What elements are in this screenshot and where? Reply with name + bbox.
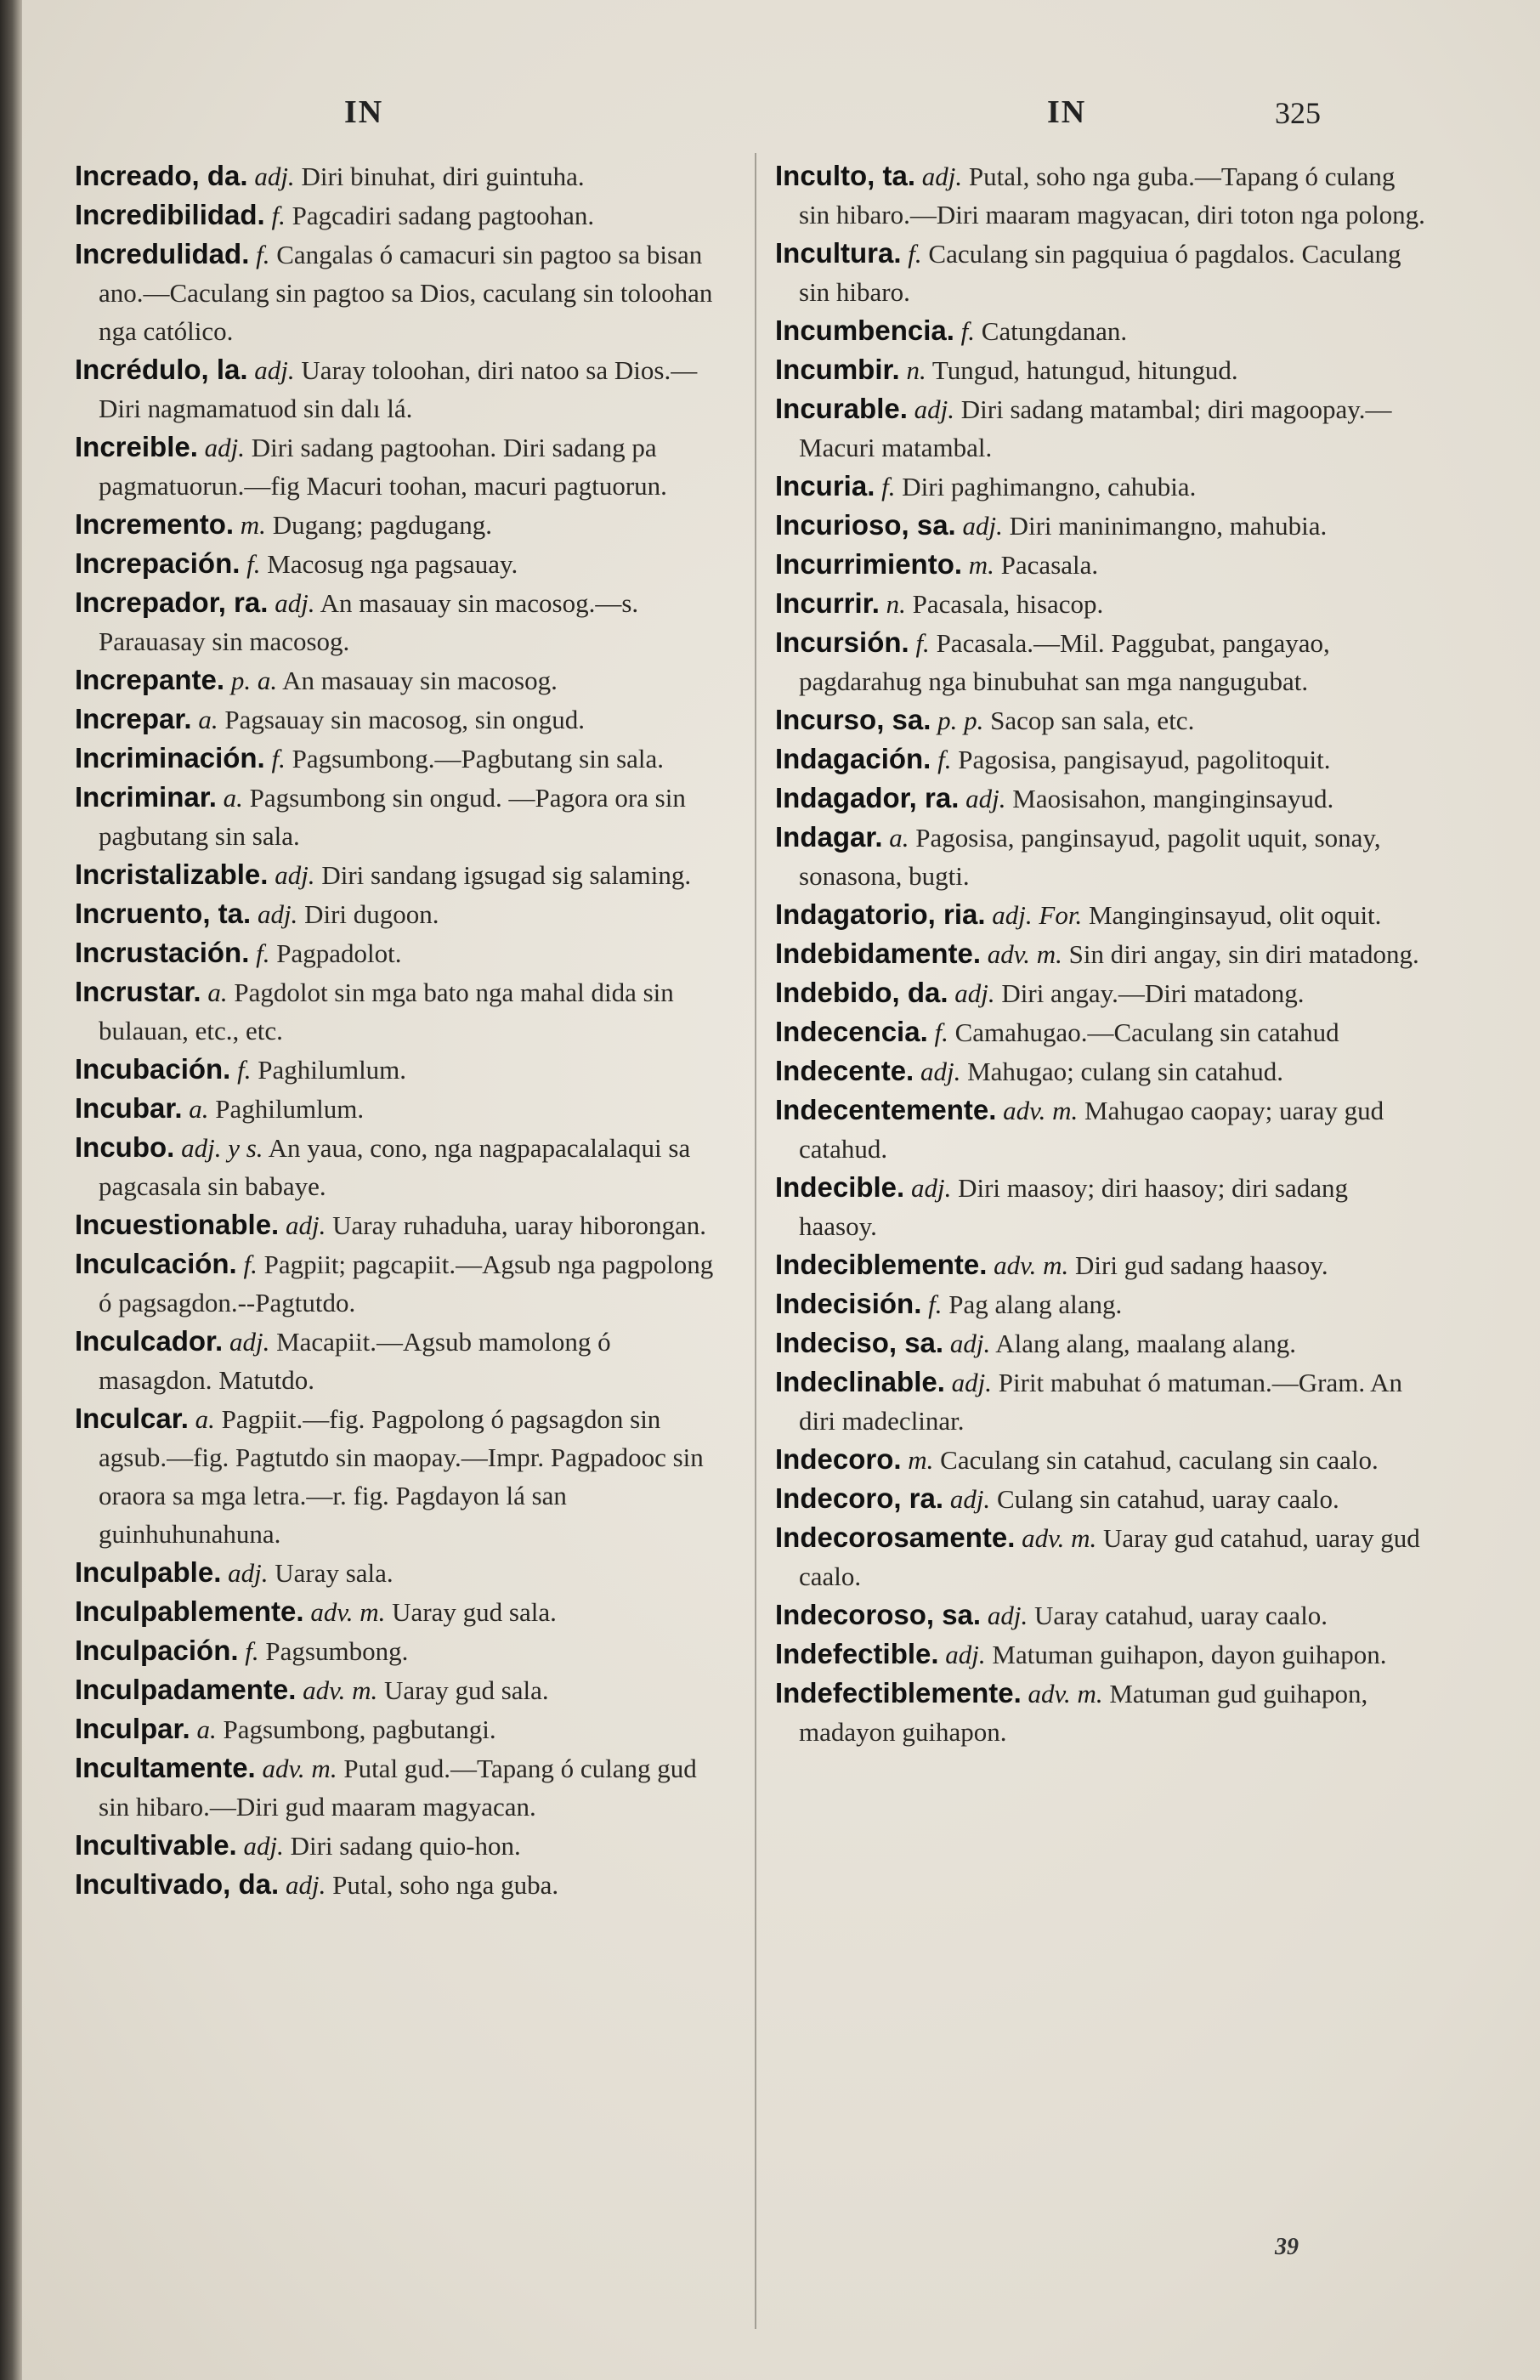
- entry-part-of-speech: f.: [881, 472, 896, 502]
- entry-definition: Pacasala.: [1000, 550, 1099, 580]
- dictionary-entry: [75, 700, 729, 739]
- entry-part-of-speech: adj.: [987, 1601, 1028, 1630]
- dictionary-entry: [775, 350, 1430, 389]
- dictionary-entry: [775, 1168, 1430, 1245]
- entry-definition: Alang alang, maalang alang.: [995, 1329, 1297, 1358]
- entry-headword: Incuestionable.: [75, 1209, 280, 1240]
- entry-definition: Uaray gud sala.: [392, 1597, 557, 1627]
- signature-mark: 39: [1275, 2234, 1299, 2260]
- entry-part-of-speech: adj.: [204, 433, 246, 462]
- dictionary-entry: [775, 234, 1430, 311]
- left-running-head: IN: [344, 94, 384, 130]
- entry-part-of-speech: f.: [256, 938, 270, 968]
- entry-definition: An masauay sin macosog.—s. Parauasay sin macosog.: [99, 588, 639, 656]
- entry-part-of-speech: adv. m.: [1028, 1679, 1103, 1708]
- entry-definition: Diri angay.—Diri matadong.: [1001, 978, 1305, 1008]
- entry-definition: Sacop san sala, etc.: [990, 706, 1195, 735]
- entry-part-of-speech: n.: [906, 355, 926, 385]
- page-number: 325: [1275, 96, 1321, 130]
- dictionary-entry: [75, 933, 729, 972]
- entry-part-of-speech: adj.: [945, 1640, 986, 1669]
- entry-definition: An yaua, cono, nga nagpapacalalaqui sa pagcasala sin babaye.: [99, 1133, 691, 1201]
- entry-definition: Manginginsayud, olit oquit.: [1088, 900, 1382, 930]
- entry-headword: Indagatorio, ria.: [775, 898, 986, 930]
- dictionary-entry: [775, 584, 1430, 623]
- dictionary-entry: [75, 196, 729, 235]
- dictionary-entry: [775, 623, 1430, 700]
- entry-definition: An masauay sin macosog.: [282, 666, 558, 695]
- entry-part-of-speech: adj.: [954, 978, 995, 1008]
- entry-headword: Incremento.: [75, 508, 235, 540]
- entry-headword: Indecoro.: [775, 1443, 902, 1475]
- entry-headword: Inculto, ta.: [775, 160, 915, 191]
- entry-part-of-speech: a.: [196, 1714, 217, 1744]
- entry-definition: Pagsumbong, pagbutangi.: [223, 1714, 496, 1744]
- entry-headword: Incultivable.: [75, 1829, 237, 1861]
- entry-headword: Incumbir.: [775, 354, 900, 385]
- entry-part-of-speech: f.: [934, 1017, 948, 1047]
- right-column: [775, 156, 1430, 1751]
- entry-definition: Sin diri angay, sin diri matadong.: [1068, 939, 1419, 969]
- dictionary-entry: [75, 505, 729, 544]
- entry-headword: Indeciblemente.: [775, 1249, 988, 1280]
- entry-headword: Increado, da.: [75, 160, 248, 191]
- dictionary-entry: [75, 544, 729, 583]
- entry-definition: Macapiit.—Agsub mamolong ó masagdon. Matutdo.: [99, 1327, 611, 1395]
- entry-headword: Incurable.: [775, 393, 908, 424]
- entry-headword: Indecorosamente.: [775, 1522, 1016, 1553]
- entry-definition: Pag alang alang.: [948, 1289, 1123, 1319]
- entry-part-of-speech: f.: [271, 201, 286, 230]
- dictionary-entry: [75, 1865, 729, 1904]
- entry-part-of-speech: f.: [256, 240, 270, 269]
- entry-definition: Pagsumbong.: [265, 1636, 409, 1666]
- dictionary-entry: [775, 1051, 1430, 1091]
- entry-headword: Indecisión.: [775, 1288, 922, 1319]
- dictionary-entry: [75, 583, 729, 660]
- entry-headword: Inculpablemente.: [75, 1595, 304, 1627]
- entry-part-of-speech: adj. For.: [992, 900, 1083, 930]
- entry-definition: Pagosisa, pangisayud, pagolitoquit.: [958, 745, 1331, 774]
- entry-headword: Inculpar.: [75, 1713, 190, 1744]
- dictionary-entry: [75, 855, 729, 894]
- entry-headword: Indecente.: [775, 1055, 914, 1086]
- dictionary-entry: [75, 660, 729, 700]
- entry-definition: Dugang; pagdugang.: [272, 510, 492, 540]
- entry-part-of-speech: adj.: [275, 588, 315, 618]
- entry-headword: Indecentemente.: [775, 1094, 997, 1125]
- entry-part-of-speech: adv. m.: [310, 1597, 386, 1627]
- entry-part-of-speech: adj.: [275, 860, 315, 890]
- entry-headword: Indecoroso, sa.: [775, 1599, 982, 1630]
- entry-headword: Incursión.: [775, 626, 909, 658]
- dictionary-entry: [775, 740, 1430, 779]
- entry-part-of-speech: m.: [240, 510, 266, 540]
- entry-part-of-speech: a.: [889, 823, 909, 853]
- entry-part-of-speech: adj.: [949, 1484, 991, 1514]
- dictionary-entry: [75, 1748, 729, 1826]
- dictionary-entry: [75, 1205, 729, 1244]
- entry-headword: Incruento, ta.: [75, 898, 252, 929]
- entry-definition: Macosug nga pagsauay.: [267, 549, 518, 579]
- entry-part-of-speech: a.: [189, 1094, 209, 1124]
- entry-headword: Incristalizable.: [75, 858, 269, 890]
- entry-headword: Increpante.: [75, 664, 225, 695]
- entry-definition: Paghilumlum.: [215, 1094, 365, 1124]
- dictionary-entry: [775, 1595, 1430, 1635]
- entry-part-of-speech: adj.: [228, 1558, 269, 1588]
- dictionary-entry: [75, 1322, 729, 1399]
- entry-headword: Indecencia.: [775, 1016, 928, 1047]
- dictionary-entry: [775, 506, 1430, 545]
- dictionary-entry: [775, 1635, 1430, 1674]
- entry-part-of-speech: a.: [195, 1404, 215, 1434]
- entry-part-of-speech: adj.: [285, 1210, 326, 1240]
- entry-definition: Pagsauay sin macosog, sin ongud.: [224, 705, 585, 734]
- entry-part-of-speech: adj.: [243, 1831, 284, 1861]
- entry-definition: Tungud, hatungud, hitungud.: [931, 355, 1238, 385]
- entry-part-of-speech: a.: [198, 705, 218, 734]
- entry-headword: Incubo.: [75, 1131, 175, 1163]
- entry-headword: Indeciso, sa.: [775, 1327, 944, 1358]
- dictionary-entry: [775, 1479, 1430, 1518]
- dictionary-entry: [775, 1284, 1430, 1323]
- entry-definition: Pagsumbong sin ongud. —Pagora ora sin pagbutang sin sala.: [99, 783, 686, 851]
- entry-part-of-speech: a.: [207, 978, 228, 1007]
- dictionary-entry: [75, 350, 729, 428]
- entry-definition: Pagsumbong.—Pagbutang sin sala.: [292, 744, 665, 774]
- dictionary-entry: [775, 934, 1430, 973]
- entry-headword: Incredulidad.: [75, 238, 250, 269]
- entry-headword: Indefectiblemente.: [775, 1677, 1022, 1708]
- entry-headword: Inculcador.: [75, 1325, 224, 1357]
- entry-definition: Uaray gud catahud, uaray gud caalo.: [799, 1523, 1420, 1591]
- entry-part-of-speech: a.: [223, 783, 243, 813]
- entry-headword: Incriminar.: [75, 781, 217, 813]
- entry-headword: Inculpadamente.: [75, 1674, 297, 1705]
- entry-headword: Incrédulo, la.: [75, 354, 248, 385]
- dictionary-entry: [75, 1244, 729, 1322]
- column-divider: [755, 153, 756, 2329]
- entry-headword: Incurioso, sa.: [775, 509, 956, 541]
- entry-definition: Pagpadolot.: [276, 938, 402, 968]
- dictionary-entry: [75, 778, 729, 855]
- dictionary-entry: [75, 1709, 729, 1748]
- entry-definition: Mahugao caopay; uaray gud catahud.: [799, 1096, 1384, 1164]
- entry-headword: Increible.: [75, 431, 198, 462]
- entry-part-of-speech: p. a.: [230, 666, 278, 695]
- entry-part-of-speech: adj.: [914, 394, 955, 424]
- dictionary-entry: [775, 779, 1430, 818]
- entry-part-of-speech: adv. m.: [1003, 1096, 1079, 1125]
- entry-definition: Culang sin catahud, uaray caalo.: [996, 1484, 1339, 1514]
- entry-headword: Incredibilidad.: [75, 199, 265, 230]
- entry-part-of-speech: adj.: [921, 162, 963, 191]
- dictionary-entry: [775, 1363, 1430, 1440]
- dictionary-entry: [775, 467, 1430, 506]
- dictionary-entry: [75, 156, 729, 196]
- entry-part-of-speech: adj.: [949, 1329, 991, 1358]
- dictionary-entry: [75, 1826, 729, 1865]
- entry-part-of-speech: adv. m.: [262, 1754, 337, 1783]
- entry-definition: Pagdolot sin mga bato nga mahal dida sin bulauan, etc., etc.: [99, 978, 674, 1046]
- dictionary-entry: [75, 428, 729, 505]
- entry-definition: Matuman guihapon, dayon guihapon.: [992, 1640, 1387, 1669]
- entry-definition: Camahugao.—Caculang sin catahud: [954, 1017, 1339, 1047]
- dictionary-entry: [775, 156, 1430, 234]
- entry-part-of-speech: adv. m.: [303, 1675, 378, 1705]
- entry-headword: Incultamente.: [75, 1752, 256, 1783]
- entry-headword: Increpación.: [75, 547, 241, 579]
- entry-definition: Pacasala, hisacop.: [912, 589, 1104, 619]
- entry-headword: Incubar.: [75, 1092, 183, 1124]
- dictionary-entry: [75, 235, 729, 350]
- dictionary-entry: [75, 972, 729, 1050]
- entry-headword: Incurrir.: [775, 587, 880, 619]
- entry-headword: Incubación.: [75, 1053, 231, 1085]
- dictionary-entry: [775, 1245, 1430, 1284]
- entry-definition: Uaray gud sala.: [384, 1675, 549, 1705]
- dictionary-entry: [75, 1128, 729, 1205]
- entry-headword: Indagar.: [775, 821, 883, 853]
- left-column: [75, 156, 729, 1904]
- entry-part-of-speech: adj.: [965, 784, 1006, 813]
- dictionary-entry: [775, 895, 1430, 934]
- entry-definition: Diri sadang pagtoohan. Diri sadang pa pagmatuorun.—fig Macuri toohan, macuri pagtuorun.: [99, 433, 667, 501]
- entry-definition: Mahugao; culang sin catahud.: [967, 1057, 1283, 1086]
- entry-part-of-speech: p. p.: [937, 706, 984, 735]
- entry-definition: Diri paghimangno, cahubia.: [902, 472, 1197, 502]
- entry-part-of-speech: adj.: [962, 511, 1003, 541]
- entry-headword: Increpador, ra.: [75, 586, 269, 618]
- entry-part-of-speech: f.: [245, 1636, 259, 1666]
- entry-part-of-speech: adv. m.: [1022, 1523, 1097, 1553]
- dictionary-entry: [775, 818, 1430, 895]
- entry-headword: Incurrimiento.: [775, 548, 963, 580]
- entry-part-of-speech: adj.: [951, 1368, 993, 1397]
- entry-definition: Diri gud sadang haasoy.: [1075, 1250, 1328, 1280]
- entry-definition: Diri binuhat, diri guintuha.: [301, 162, 585, 191]
- entry-headword: Incumbencia.: [775, 314, 954, 346]
- entry-part-of-speech: adj. y s.: [181, 1133, 263, 1163]
- entry-part-of-speech: adj.: [229, 1327, 270, 1357]
- entry-definition: Diri sadang quio-hon.: [290, 1831, 521, 1861]
- entry-headword: Incuria.: [775, 470, 875, 502]
- dictionary-entry: [75, 1399, 729, 1553]
- dictionary-entry: [75, 739, 729, 778]
- entry-headword: Indebidamente.: [775, 938, 982, 969]
- entry-definition: Pagosisa, panginsayud, pagolit uquit, sonay, sonasona, bugti.: [799, 823, 1381, 891]
- entry-part-of-speech: f.: [246, 549, 261, 579]
- entry-definition: Pagpiit.—fig. Pagpolong ó pagsagdon sin agsub.—fig. Pagtutdo sin maopay.—Impr. Pagpadooc sin oraora sa mga letra.—r. fig. Pagdayon lá san guinhuhunahuna.: [99, 1404, 704, 1549]
- entry-part-of-speech: adj.: [257, 899, 298, 929]
- entry-headword: Inculcar.: [75, 1402, 189, 1434]
- entry-part-of-speech: f.: [915, 628, 930, 658]
- dictionary-entry: [775, 1674, 1430, 1751]
- dictionary-entry: [75, 1089, 729, 1128]
- entry-definition: Putal gud.—Tapang ó culang gud sin hibaro.—Diri gud maaram magyacan.: [99, 1754, 697, 1822]
- dictionary-entry: [775, 1323, 1430, 1363]
- entry-part-of-speech: f.: [937, 745, 952, 774]
- entry-headword: Incurso, sa.: [775, 704, 931, 735]
- entry-part-of-speech: adj.: [910, 1173, 952, 1203]
- dictionary-entry: [75, 1631, 729, 1670]
- dictionary-entry: [75, 1592, 729, 1631]
- entry-headword: Incrustar.: [75, 976, 201, 1007]
- entry-headword: Indecible.: [775, 1171, 905, 1203]
- dictionary-entry: [775, 1518, 1430, 1595]
- entry-headword: Incultivado, da.: [75, 1868, 280, 1900]
- entry-headword: Incriminación.: [75, 742, 265, 774]
- dictionary-entry: [75, 894, 729, 933]
- entry-definition: Diri maninimangno, mahubia.: [1009, 511, 1328, 541]
- entry-part-of-speech: f.: [271, 744, 286, 774]
- entry-definition: Catungdanan.: [981, 316, 1128, 346]
- entry-headword: Indagación.: [775, 743, 931, 774]
- entry-definition: Maosisahon, manginginsayud.: [1012, 784, 1334, 813]
- dictionary-entry: [775, 1012, 1430, 1051]
- entry-definition: Diri sadang matambal; diri magoopay.—Macuri matambal.: [799, 394, 1392, 462]
- entry-definition: Uaray sala.: [275, 1558, 393, 1588]
- entry-part-of-speech: f.: [928, 1289, 943, 1319]
- entry-definition: Diri sandang igsugad sig salaming.: [321, 860, 692, 890]
- dictionary-entry: [75, 1050, 729, 1089]
- entry-part-of-speech: adj.: [920, 1057, 961, 1086]
- entry-headword: Inculpación.: [75, 1635, 239, 1666]
- entry-headword: Indefectible.: [775, 1638, 939, 1669]
- entry-headword: Indecoro, ra.: [775, 1482, 944, 1514]
- entry-headword: Incrustación.: [75, 937, 250, 968]
- dictionary-entry: [775, 389, 1430, 467]
- entry-definition: Paghilumlum.: [258, 1055, 407, 1085]
- dictionary-entry: [775, 973, 1430, 1012]
- entry-part-of-speech: f.: [960, 316, 976, 346]
- entry-definition: Pagpiit; pagcapiit.—Agsub nga pagpolong ó pagsagdon.--Pagtutdo.: [99, 1250, 714, 1318]
- entry-definition: Diri maasoy; diri haasoy; diri sadang haasoy.: [799, 1173, 1348, 1241]
- entry-definition: Caculang sin pagquiua ó pagdalos. Caculang sin hibaro.: [799, 239, 1401, 307]
- right-running-head: IN: [1047, 94, 1087, 130]
- dictionary-entry: [775, 1091, 1430, 1168]
- entry-headword: Inculcación.: [75, 1248, 237, 1279]
- dictionary-entry: [775, 311, 1430, 350]
- entry-part-of-speech: m.: [968, 550, 994, 580]
- entry-part-of-speech: n.: [886, 589, 906, 619]
- entry-headword: Increpar.: [75, 703, 192, 734]
- entry-definition: Pirit mabuhat ó matuman.—Gram. An diri madeclinar.: [799, 1368, 1403, 1436]
- entry-definition: Pacasala.—Mil. Paggubat, pangayao, pagdarahug nga binubuhat san mga nangugubat.: [799, 628, 1330, 696]
- entry-definition: Putal, soho nga guba.—Tapang ó culang sin hibaro.—Diri maaram magyacan, diri toton nga polong.: [799, 162, 1425, 230]
- entry-definition: Diri dugoon.: [304, 899, 439, 929]
- entry-definition: Putal, soho nga guba.: [332, 1870, 559, 1900]
- entry-part-of-speech: f.: [243, 1250, 258, 1279]
- entry-part-of-speech: m.: [908, 1445, 934, 1475]
- entry-headword: Indagador, ra.: [775, 782, 960, 813]
- entry-definition: Uaray ruhaduha, uaray hiborongan.: [332, 1210, 706, 1240]
- entry-definition: Caculang sin catahud, caculang sin caalo.: [940, 1445, 1379, 1475]
- entry-part-of-speech: f.: [237, 1055, 252, 1085]
- entry-headword: Inculpable.: [75, 1556, 222, 1588]
- entry-definition: Uaray toloohan, diri natoo sa Dios.—Diri nagmamatuod sin dalı lá.: [99, 355, 698, 423]
- dictionary-entry: [75, 1553, 729, 1592]
- dictionary-entry: [775, 700, 1430, 740]
- entry-headword: Indeclinable.: [775, 1366, 945, 1397]
- entry-definition: Matuman gud guihapon, madayon guihapon.: [799, 1679, 1368, 1747]
- book-binding-edge: [0, 0, 22, 2380]
- entry-part-of-speech: adv. m.: [987, 939, 1062, 969]
- dictionary-entry: [75, 1670, 729, 1709]
- entry-definition: Cangalas ó camacuri sin pagtoo sa bisan ano.—Caculang sin pagtoo sa Dios, caculang sin toloohan nga católico.: [99, 240, 713, 346]
- entry-headword: Indebido, da.: [775, 977, 948, 1008]
- entry-definition: Uaray catahud, uaray caalo.: [1033, 1601, 1328, 1630]
- entry-definition: Pagcadiri sadang pagtoohan.: [292, 201, 595, 230]
- dictionary-entry: [775, 1440, 1430, 1479]
- entry-part-of-speech: f.: [908, 239, 922, 269]
- entry-headword: Incultura.: [775, 237, 902, 269]
- entry-part-of-speech: adv. m.: [994, 1250, 1069, 1280]
- dictionary-entry: [775, 545, 1430, 584]
- entry-part-of-speech: adj.: [285, 1870, 326, 1900]
- entry-part-of-speech: adj.: [254, 162, 295, 191]
- entry-part-of-speech: adj.: [254, 355, 295, 385]
